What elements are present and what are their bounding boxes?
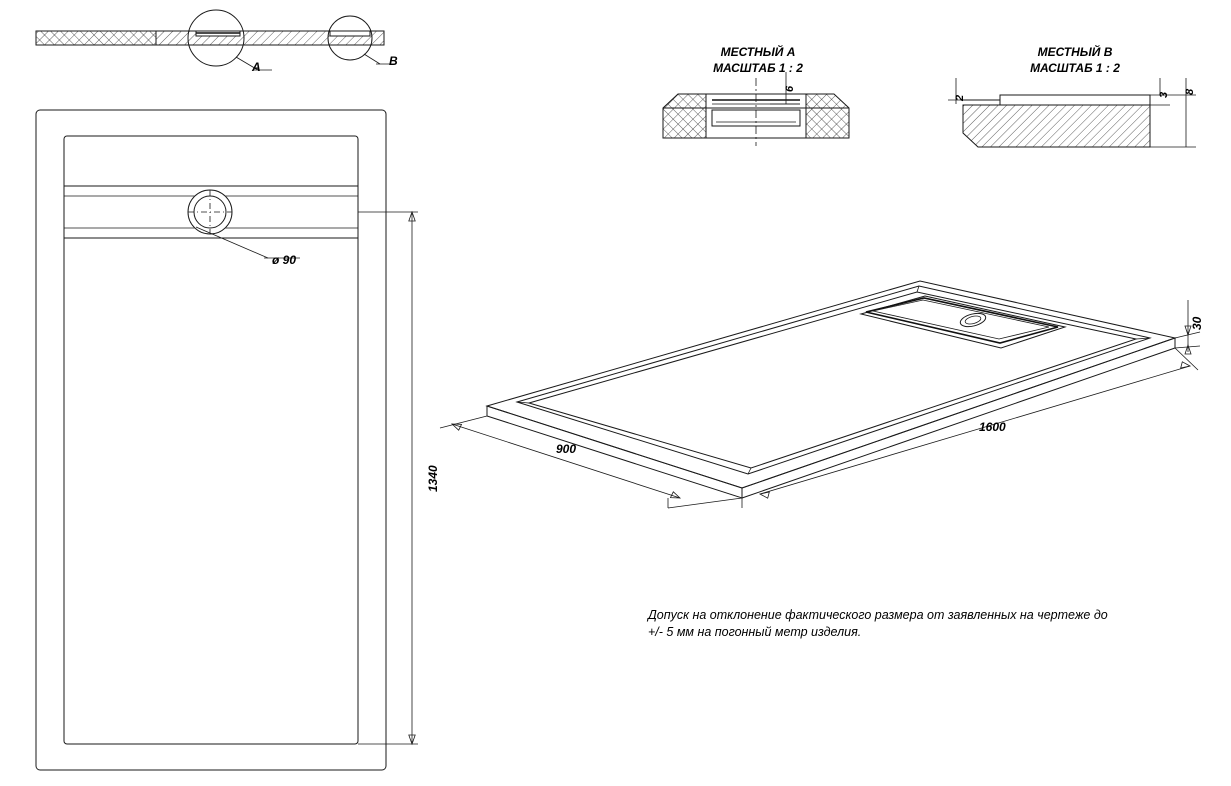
detail-b-scale: МАСШТАБ 1 : 2: [1030, 61, 1120, 75]
detail-b-dim-8: 8: [1184, 88, 1196, 95]
detail-a-scale: МАСШТАБ 1 : 2: [713, 61, 803, 75]
isometric-view: [440, 281, 1200, 508]
detail-b-view: [948, 78, 1196, 147]
detail-a-dim-6: 6: [784, 85, 796, 92]
iso-width-dimension: 900: [556, 442, 577, 456]
section-strip: [36, 10, 396, 70]
iso-thickness-dimension: 30: [1190, 316, 1204, 330]
detail-b-dim-3: 3: [1158, 91, 1170, 98]
detail-a-title: МЕСТНЫЙ A: [720, 45, 796, 59]
tolerance-note: Допуск на отклонение фактического размера от заявленных на чертеже до +/- 5 мм на погонный метр изделия.: [648, 608, 1108, 639]
detail-b-title: МЕСТНЫЙ B: [1037, 45, 1113, 59]
detail-a-view: [663, 72, 849, 146]
detail-callout-b-label: B: [389, 54, 398, 68]
detail-callout-a-label: A: [252, 60, 261, 74]
plan-view: [36, 110, 418, 770]
iso-length-dimension: 1600: [979, 420, 1006, 434]
plan-height-dimension: 1340: [426, 465, 440, 492]
drain-diameter-label: ø 90: [272, 253, 297, 267]
detail-b-dim-2: 2: [954, 94, 966, 101]
